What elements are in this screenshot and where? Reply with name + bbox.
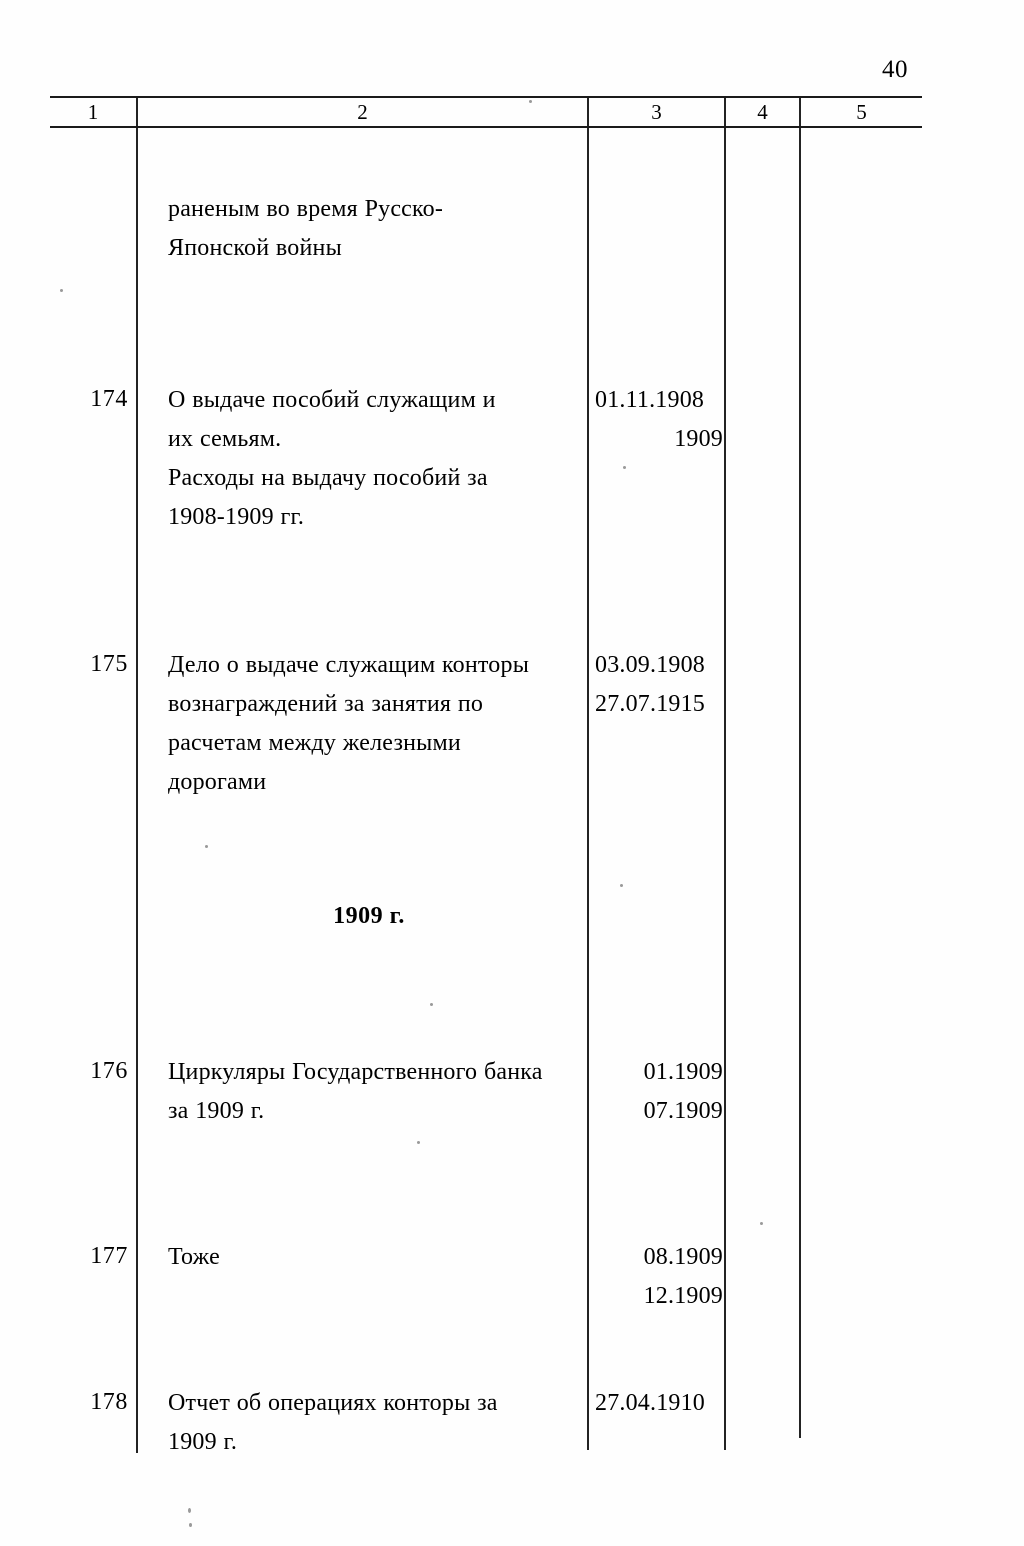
scan-speck: [189, 1523, 192, 1527]
scan-speck: [620, 884, 623, 887]
date-line: 03.09.1908: [595, 652, 705, 678]
scan-speck: [188, 1508, 191, 1513]
table-row-number: 174: [90, 386, 128, 412]
continued-entry-line: Японской войны: [168, 235, 342, 261]
table-row-dates: [595, 1238, 727, 1316]
body-divider-2-3: [587, 128, 589, 1450]
description-line: Расходы на выдачу пособий за: [168, 465, 488, 491]
date-line: 08.1909: [643, 1244, 723, 1270]
body-divider-1-2: [136, 128, 138, 1453]
table-row-description: [168, 1384, 570, 1462]
description-line: 1909 г.: [168, 1429, 238, 1455]
table-row-dates: [595, 1053, 727, 1131]
table-row-number: 178: [90, 1389, 128, 1415]
table-body: [50, 128, 922, 1453]
column-header-2: 2: [357, 100, 368, 124]
description-line: Циркуляры Государственного банка: [168, 1059, 543, 1085]
description-line: их семьям.: [168, 426, 282, 452]
date-line: 01.1909: [643, 1059, 723, 1085]
column-header-1: 1: [87, 100, 99, 124]
table-row-description: [168, 1053, 570, 1131]
description-line: Отчет об операциях конторы за: [168, 1390, 498, 1416]
description-line: 1908-1909 гг.: [168, 504, 305, 530]
description-line: вознаграждений за занятия по: [168, 691, 484, 717]
page-number: 40: [882, 56, 908, 83]
section-heading-1909: 1909 г.: [333, 903, 405, 929]
date-line: 27.07.1915: [595, 691, 705, 717]
description-line: расчетам между железными: [168, 730, 461, 756]
scan-speck: [60, 289, 63, 292]
table-row-description: [168, 381, 570, 537]
table-row-description: [168, 646, 570, 802]
scan-speck: [430, 1003, 433, 1006]
table-row-dates: [595, 646, 727, 724]
scan-speck: [205, 845, 208, 848]
description-line: Дело о выдаче служащим конторы: [168, 652, 530, 678]
table-header-row: [50, 98, 922, 126]
scan-speck: [417, 1141, 420, 1144]
date-line: 27.04.1910: [595, 1390, 705, 1416]
table-row-dates: [595, 381, 727, 459]
table-row-number: 175: [90, 651, 128, 677]
date-line: 1909: [674, 426, 723, 452]
description-line: Тоже: [168, 1244, 220, 1270]
table-row-description: [168, 1238, 570, 1277]
description-line: О выдаче пособий служащим и: [168, 387, 496, 413]
table-row-number: 176: [90, 1058, 128, 1084]
column-header-3: 3: [651, 100, 662, 124]
scan-speck: [623, 466, 626, 469]
table-row-number: 177: [90, 1243, 128, 1269]
continued-entry-description: [168, 190, 570, 268]
date-line: 12.1909: [643, 1283, 723, 1309]
body-divider-4-5: [799, 128, 801, 1438]
column-header-4: 4: [757, 100, 768, 124]
date-line: 07.1909: [643, 1098, 723, 1124]
description-line: за 1909 г.: [168, 1098, 265, 1124]
continued-entry-line: раненым во время Русско-: [168, 196, 444, 222]
date-line: 01.11.1908: [595, 387, 705, 413]
column-header-5: 5: [856, 100, 867, 124]
table-row-dates: [595, 1384, 727, 1423]
scan-speck: [529, 100, 532, 103]
description-line: дорогами: [168, 769, 267, 795]
scan-speck: [760, 1222, 763, 1225]
